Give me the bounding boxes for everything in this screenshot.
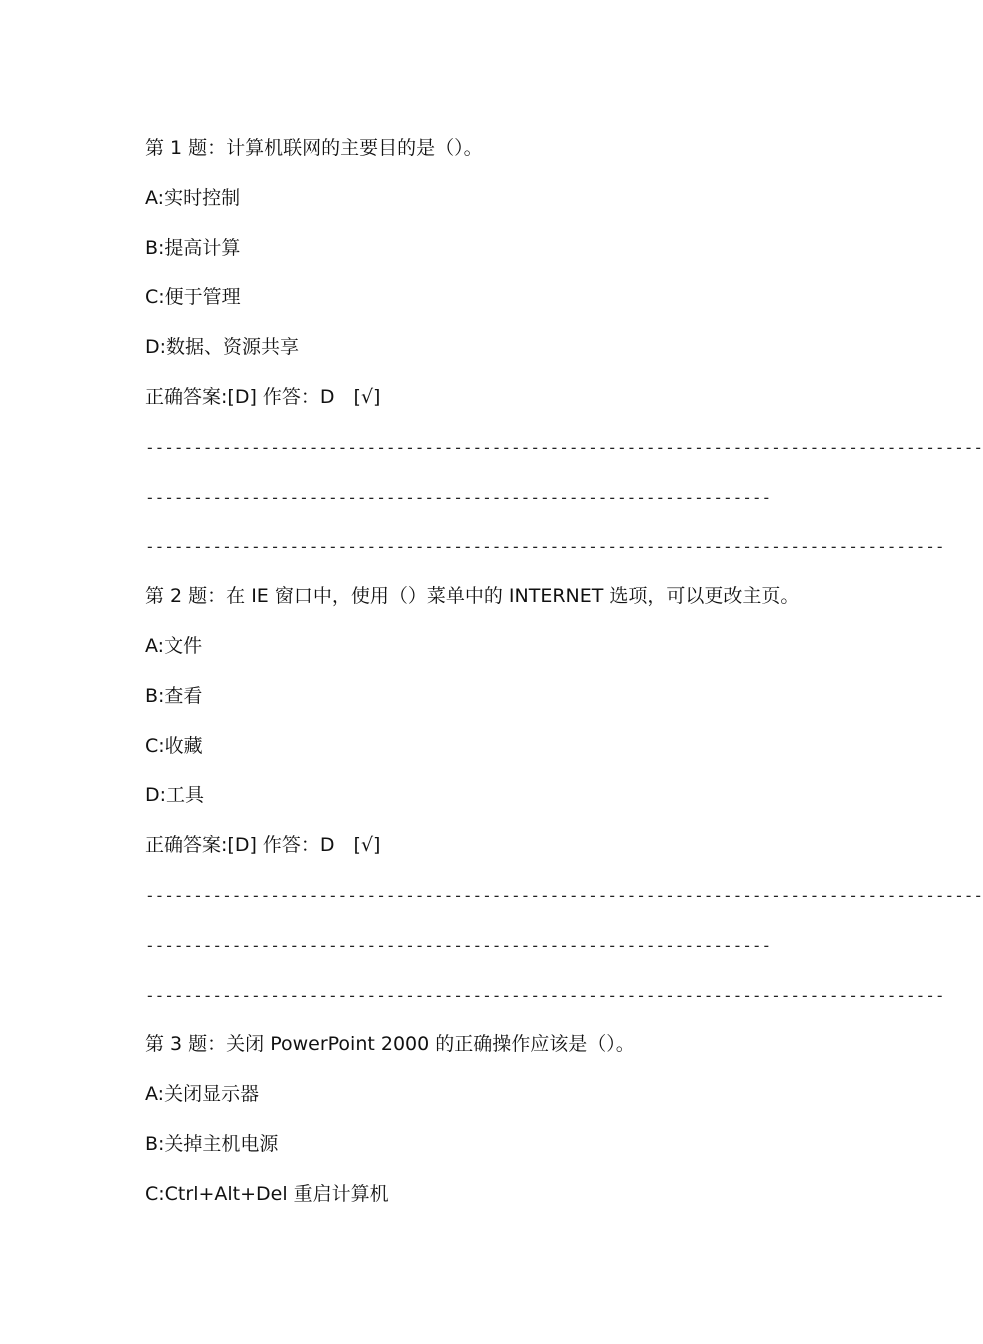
question-1-option-c: C:便于管理 xyxy=(145,286,241,309)
question-3-option-a: A:关闭显示器 xyxy=(145,1083,260,1106)
question-1-answer: 正确答案:[D] 作答：D [√] xyxy=(145,385,381,408)
question-2-answer: 正确答案:[D] 作答：D [√] xyxy=(145,834,381,857)
separator-line: --------------------------------------------------------------------------------------- xyxy=(145,885,983,905)
question-2-title: 第 2 题：在 IE 窗口中，使用（）菜单中的 INTERNET 选项，可以更改主页。 xyxy=(145,585,800,608)
question-1-title: 第 1 题：计算机联网的主要目的是（）。 xyxy=(145,137,483,159)
document-page xyxy=(145,124,983,1220)
question-2-option-b: B:查看 xyxy=(145,684,203,707)
separator-line: ----------------------------------------------------------------------------------- xyxy=(145,985,945,1005)
separator-line: ----------------------------------------------------------------- xyxy=(145,487,772,507)
question-2-option-c: C:收藏 xyxy=(145,734,203,757)
question-1-option-d: D:数据、资源共享 xyxy=(145,336,300,359)
question-3-title: 第 3 题：关闭 PowerPoint 2000 的正确操作应该是（）。 xyxy=(145,1033,635,1056)
question-2-option-a: A:文件 xyxy=(145,634,203,657)
separator-line: ----------------------------------------------------------------- xyxy=(145,935,772,955)
question-3-option-c: C:Ctrl+Alt+Del 重启计算机 xyxy=(145,1182,389,1205)
question-1-option-a: A:实时控制 xyxy=(145,186,241,209)
question-3-option-b: B:关掉主机电源 xyxy=(145,1132,279,1155)
separator-line: --------------------------------------------------------------------------------------- xyxy=(145,437,983,457)
question-1-option-b: B:提高计算 xyxy=(145,236,241,259)
separator-line: ----------------------------------------------------------------------------------- xyxy=(145,537,945,557)
question-2-option-d: D:工具 xyxy=(145,784,205,807)
